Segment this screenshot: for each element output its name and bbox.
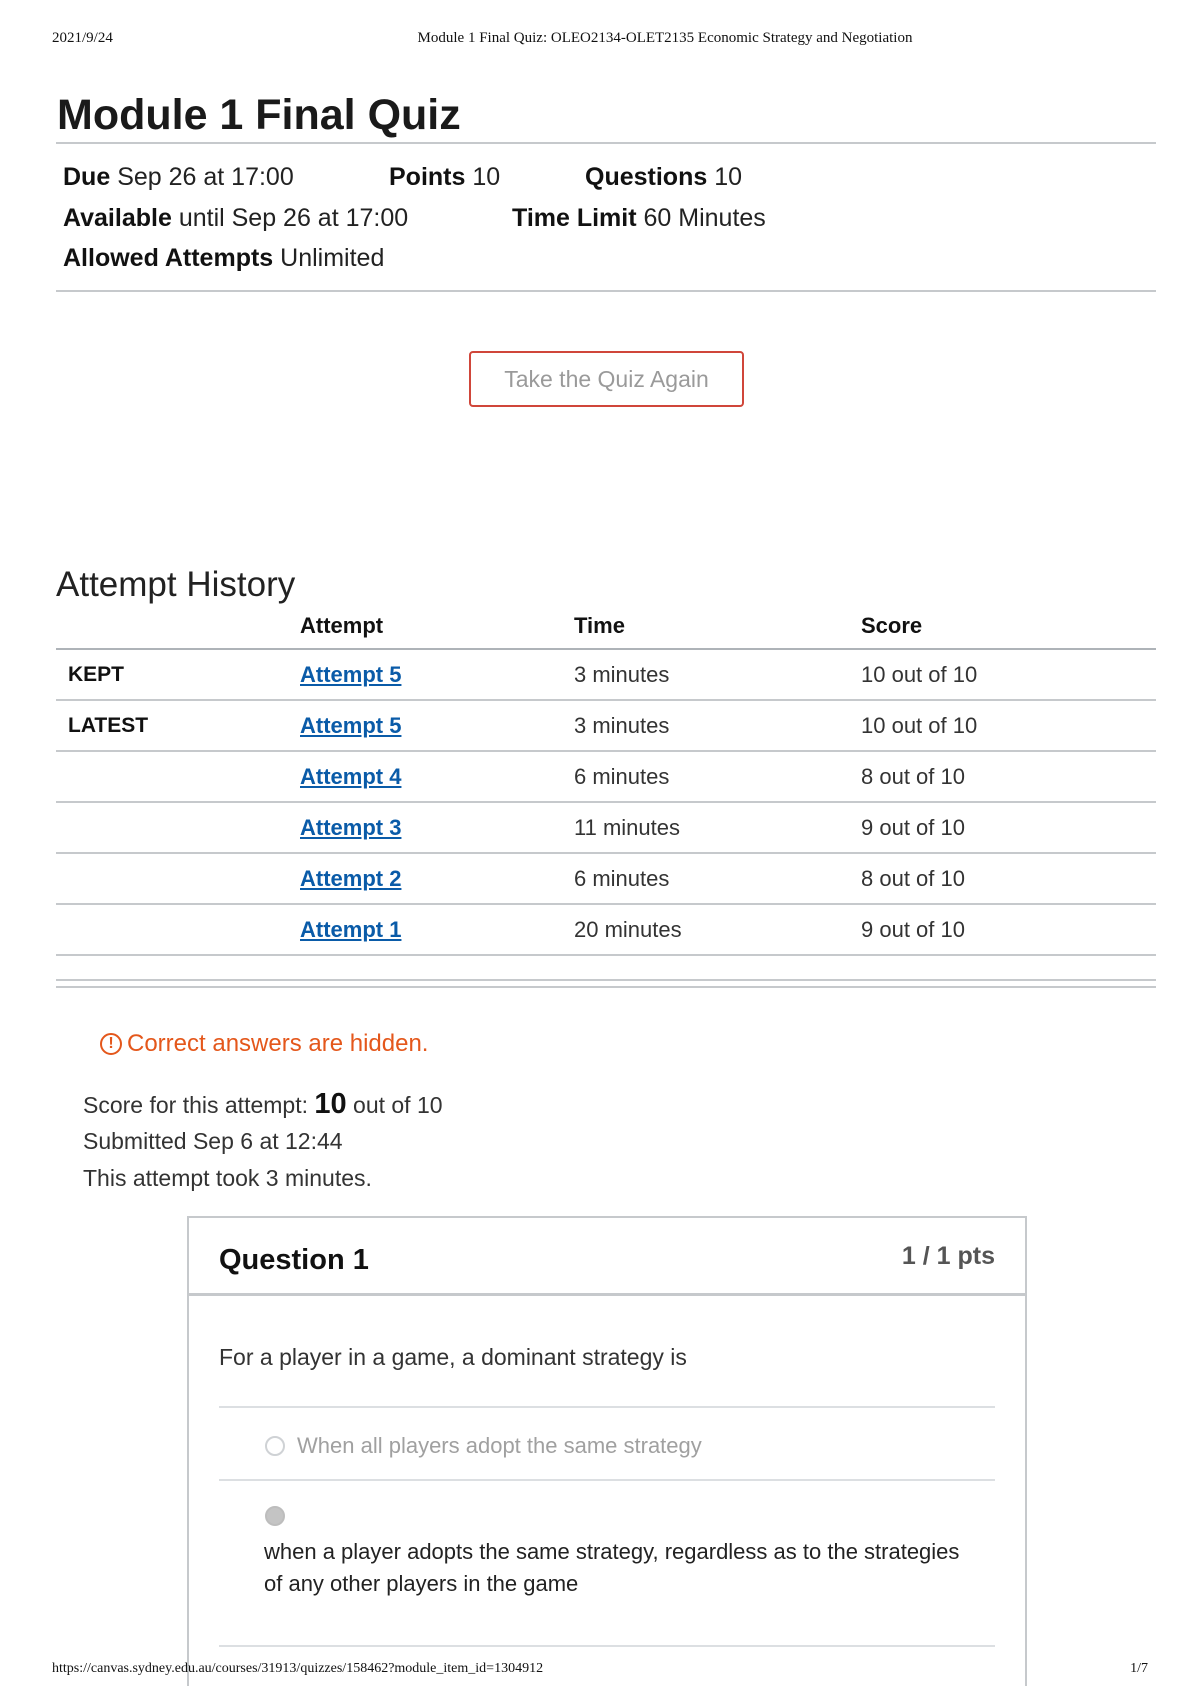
attempt-duration: This attempt took 3 minutes. [83, 1165, 372, 1191]
print-page-number: 1/7 [1130, 1661, 1148, 1676]
score-suffix: out of 10 [353, 1092, 443, 1118]
allowed-attempts-info [63, 244, 384, 273]
attempt-cell [300, 803, 401, 852]
attempt-score: 9 out of 10 [861, 814, 965, 840]
due-label: Due [63, 163, 111, 191]
attempt-history-table [56, 603, 1156, 988]
attempt-cell [300, 854, 401, 903]
divider [56, 979, 1156, 981]
time-limit-value: 60 Minutes [643, 204, 766, 232]
answers-hidden-notice [100, 1030, 428, 1058]
time-limit-info [512, 204, 766, 233]
question-header [189, 1218, 1025, 1296]
attempt-time: 3 minutes [574, 661, 670, 687]
answer-radio-selected[interactable] [265, 1506, 285, 1526]
table-header [56, 603, 1156, 650]
table-row [56, 752, 1156, 803]
due-info [63, 163, 294, 192]
attempt-link[interactable]: Attempt 5 [300, 661, 402, 687]
divider [56, 290, 1156, 292]
due-value: Sep 26 at 17:00 [117, 163, 294, 191]
attempt-status: LATEST [68, 713, 149, 737]
questions-label: Questions [585, 163, 708, 191]
score-value: 10 [314, 1088, 347, 1120]
attempt-link[interactable]: Attempt 3 [300, 814, 402, 840]
take-quiz-again-button[interactable]: Take the Quiz Again [469, 351, 744, 407]
attempt-score: 8 out of 10 [861, 763, 965, 789]
print-page-title: Module 1 Final Quiz: OLEO2134-OLET2135 Economic Strategy and Negotiation [417, 30, 913, 46]
attempt-link[interactable]: Attempt 1 [300, 916, 402, 942]
attempt-time: 6 minutes [574, 865, 670, 891]
attempt-link[interactable]: Attempt 5 [300, 712, 402, 738]
attempt-time: 6 minutes [574, 763, 670, 789]
attempt-score: 9 out of 10 [861, 916, 965, 942]
answer-divider [219, 1479, 995, 1481]
page-title: Module 1 Final Quiz [57, 90, 461, 139]
allowed-attempts-label: Allowed Attempts [63, 244, 274, 272]
alert-circle-icon: ! [100, 1033, 122, 1055]
attempt-time: 3 minutes [574, 712, 670, 738]
column-header-time: Time [574, 612, 625, 638]
attempt-time: 20 minutes [574, 916, 682, 942]
attempt-score-line [83, 1088, 443, 1121]
submitted-time: Submitted Sep 6 at 12:44 [83, 1128, 343, 1154]
question-title: Question 1 [219, 1244, 369, 1276]
question-card [187, 1216, 1027, 1686]
time-limit-label: Time Limit [512, 204, 637, 232]
table-row [56, 803, 1156, 854]
attempt-cell [300, 905, 401, 954]
answer-divider [219, 1645, 995, 1647]
table-row [56, 650, 1156, 701]
print-date: 2021/9/24 [52, 30, 113, 46]
attempt-link[interactable]: Attempt 4 [300, 763, 402, 789]
questions-info [585, 163, 742, 192]
answer-radio[interactable] [265, 1436, 285, 1456]
table-row [56, 701, 1156, 752]
table-row [56, 854, 1156, 905]
attempt-cell [300, 701, 401, 750]
column-header-score: Score [861, 612, 923, 638]
points-label: Points [389, 163, 466, 191]
column-header-attempt: Attempt [300, 612, 384, 638]
attempt-score: 10 out of 10 [861, 661, 978, 687]
question-points: 1 / 1 pts [901, 1242, 995, 1270]
availability-info [63, 204, 408, 233]
divider [56, 142, 1156, 144]
available-label: Available [63, 204, 172, 232]
table-row [56, 905, 1156, 956]
attempt-cell [300, 752, 401, 801]
attempt-link[interactable]: Attempt 2 [300, 865, 402, 891]
points-info [389, 163, 500, 192]
table-footer-row [56, 956, 1156, 988]
attempt-history-heading: Attempt History [56, 565, 296, 605]
attempt-status: KEPT [68, 662, 125, 686]
answer-option: When all players adopt the same strategy [297, 1433, 702, 1458]
print-url: https://canvas.sydney.edu.au/courses/31913/quizzes/158462?module_item_id=1304912 [52, 1661, 544, 1676]
attempt-score: 8 out of 10 [861, 865, 965, 891]
points-value: 10 [472, 163, 501, 191]
allowed-attempts-value: Unlimited [280, 244, 385, 272]
question-text: For a player in a game, a dominant strategy is [219, 1344, 687, 1370]
score-prefix: Score for this attempt: [83, 1092, 308, 1118]
questions-value: 10 [714, 163, 743, 191]
attempt-time: 11 minutes [574, 814, 680, 840]
answer-option-selected: when a player adopts the same strategy, regardless as to the strategies of any other players in the game [264, 1539, 960, 1596]
attempt-score: 10 out of 10 [861, 712, 978, 738]
attempt-cell [300, 650, 401, 699]
available-value: until Sep 26 at 17:00 [178, 204, 409, 232]
answers-hidden-text: Correct answers are hidden. [127, 1030, 429, 1057]
answer-divider [219, 1406, 995, 1408]
